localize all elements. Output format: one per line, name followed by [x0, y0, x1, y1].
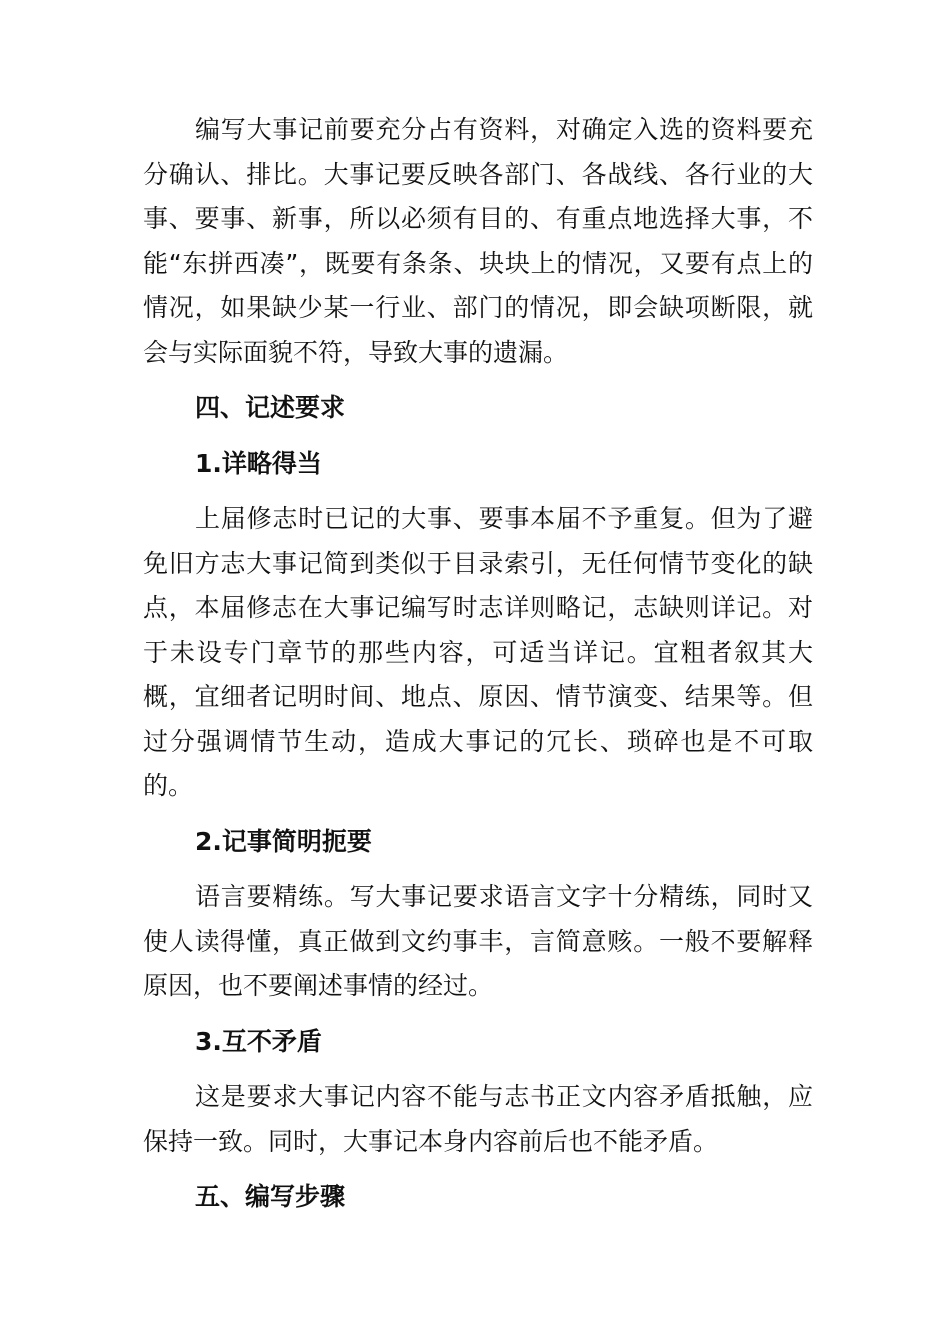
document-body	[143, 108, 813, 1220]
subheading-concise: 2.记事简明扼要	[195, 826, 372, 856]
section-heading-recording-requirements: 四、记述要求	[195, 393, 346, 422]
paragraph-material-preparation: 编写大事记前要充分占有资料，对确定入选的资料要充分确认、排比。大事记要反映各部门、各战线、各行业的大事、要事、新事，所以必须有目的、有重点地选择大事，不能“东拼西凑”，既要有条条、块块上的情况，又要有点上的情况，如果缺少某一行业、部门的情况，即会缺项断限，就会与实际面貌不符，导致大事的遗漏。	[143, 115, 813, 367]
subheading-detail-appropriate: 1.详略得当	[195, 448, 322, 478]
paragraph-detail-appropriate: 上届修志时已记的大事、要事本届不予重复。但为了避免旧方志大事记简到类似于目录索引，无任何情节变化的缺点，本届修志在大事记编写时志详则略记，志缺则详记。对于未设专门章节的那些内容，可适当详记。宜粗者叙其大概，宜细者记明时间、地点、原因、情节演变、结果等。但过分强调情节生动，造成大事记的冗长、琐碎也是不可取的。	[143, 504, 813, 800]
subheading-no-contradiction: 3.互不矛盾	[195, 1026, 322, 1056]
paragraph-no-contradiction: 这是要求大事记内容不能与志书正文内容矛盾抵触，应保持一致。同时，大事记本身内容前后也不能矛盾。	[143, 1082, 813, 1156]
section-heading-writing-steps: 五、编写步骤	[195, 1182, 346, 1211]
paragraph-concise: 语言要精练。写大事记要求语言文字十分精练，同时又使人读得懂，真正做到文约事丰，言简意赅。一般不要解释原因，也不要阐述事情的经过。	[143, 882, 813, 1000]
